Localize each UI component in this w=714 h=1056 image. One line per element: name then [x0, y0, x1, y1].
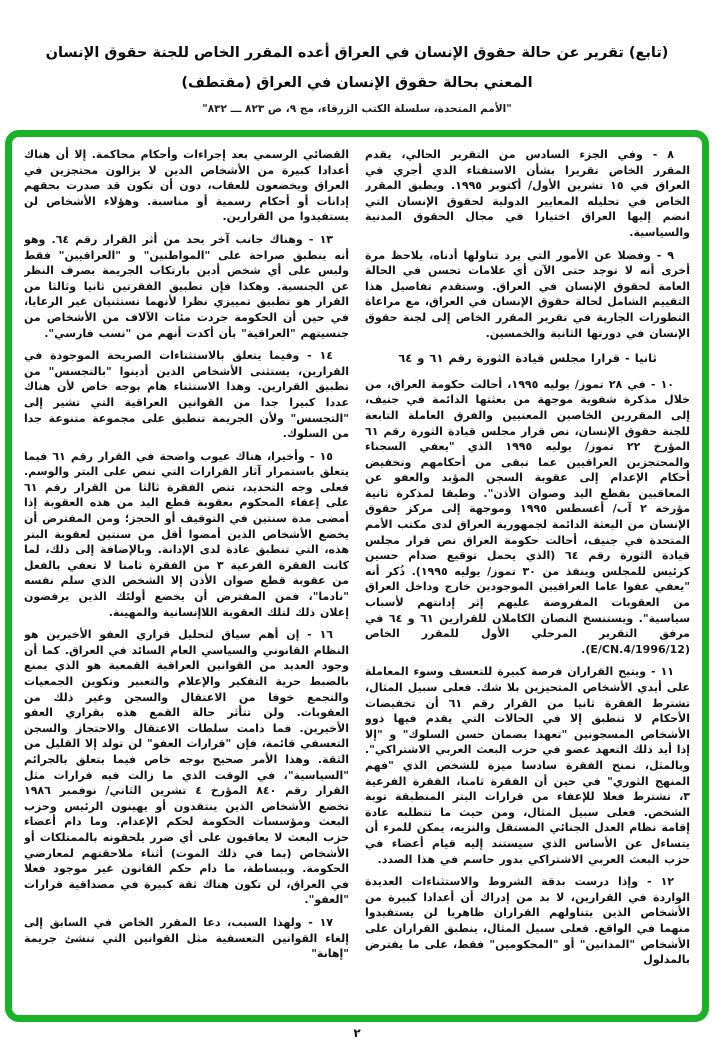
document-source-citation: "الأمم المتحدة، سلسلة الكتب الزرقاء، مج ٩، ص ٨٢٣ ـــ ٨٣٢" — [202, 103, 512, 115]
paragraph-15: ١٥ - وأخيرا، هناك عيوب واضحة في القرار رقم ٦١ فيما يتعلق باستمرار آثار القرارات التي تنص على البتر والوسم. فعلى وجه التحديد، تنص الفقرة ثالثا من القرار رقم ٦١ على إعفاء المحكوم بعقوبة قطع اليد من هذه العقوبة إذا أمضى مدة سنتين في التوقيف أو الحجز؛ ومن المفترض أن يخضع الأشخاص الذين أمضوا أقل من سنتين لعقوبة البتر هذه، التي تنطبق عادة لدى الإدانة. وبالإضافة إلى ذلك، لما كانت الفقرة الفرعية ٣ من الفقرة ثامنا لا تعفي بالفعل من عقوبة قطع صوان الأذن إلا الشخص الذي سلم نفسه "نادما"، فمن المفترض أن يخضع أولئك الذين يرفضون إعلان ذلك لتلك العقوبة اللاإنسانية والمهينة. — [24, 449, 349, 619]
document-title-line-1: (تابع) تقرير عن حالة حقوق الإنسان في العراق أعده المقرر الخاص للجنة حقوق الإنسان — [45, 45, 669, 61]
paragraph-10: ١٠ - في ٢٨ تموز/ يوليه ١٩٩٥، أحالت حكومة العراق، من خلال مذكرة شفوية موجهة من بعثتها الدائمة في جنيف، إلى المقررين الخاصين المعنيين والفرق العاملة التابعة للجنة حقوق الإنسان، نص قرار مجلس قيادة الثورة رقم ٦١ المؤرخ ٢٢ تموز/ يوليه ١٩٩٥ الذي "يعفي السجناء والمحتجزين العراقيين عما تبقى من أحكامهم وتخفيض أحكام الإعدام إلى عقوبة السجن المؤبد والعفو عن المعاقبين بقطع اليد وصوان الأذن". وطبقا لمذكرة ثانية مؤرخة ٢ آب/ أغسطس ١٩٩٥ وموجهة إلى مركز حقوق الإنسان من البعثة الدائمة لجمهورية العراق لدى مكتب الأمم المتحدة في جنيف، أحالت حكومة العراق نص قرار مجلس قيادة الثورة رقم ٦٤ (الذي يحمل توقيع صدام حسين كرئيس للمجلس وينفذ من ٣٠ تموز/ يوليه ١٩٩٥). ذُكر أنه "يعفي عفوا عاما العراقيين الموجودين خارج وداخل العراق من العقوبات المفروضة عليهم إثر إدانتهم لأسباب سياسية". ويستنسخ النصان الكاملان للقرارين ٦١ و ٦٤ في مرفق التقرير المرحلي الأول للمقرر الخاص (E/CN.4/1996/12). — [365, 377, 690, 656]
paragraph-11: ١١ - ويتيح القراران فرصة كبيرة للتعسف وسوء المعاملة على أيدي الأشخاص المتحيزين بلا شك. فعلى سبيل المثال، تشترط الفقرة ثانيا من القرار رقم ٦١ أن تخفيضات الأحكام لا تنطبق إلا في الحالات التي يقدم فيها ذوو الأشخاص المسجونين "تعهدا بضمان حسن السلوك" و "إلا إذا أيد ذلك التعهد عضو في حزب البعث العربي الاشتراكي". وبالمثل، تمنح الفقرة سادسا ميزة للشخص الذي "فهم المنهج الثوري" في حين أن الفقرة ثامنا، الفقرة الفرعية ٣، تشترط فعلا للإعفاء من قرارات البتر المنطبقة توبة الشخص. فعلى سبيل المثال، ومن حيث ما تتطلبه عادة إقامة نظام العدل الجنائي المستقل والنزيه، يمكن للمرء أن يتساءل عن الأساس الذي سيستند إليه قيام أعضاء في حزب البعث العربي الاشتراكي بدور حاسم في هذا الصدد. — [365, 665, 690, 866]
section-heading-decrees-61-64: ثانيا - قرارا مجلس قيادة الثورة رقم ٦١ و ٦٤ — [398, 351, 657, 366]
paragraph-12: ١٢ - وإذا درست بدقة الشروط والاستثناءات العديدة الواردة في القرارين، لا بد من إدراك أن أعدادا كبيرة من الأشخاص الذين يتناولهم القراران ظاهريا لن يستفيدوا منهما في الواقع. فعلى سبيل المثال، ينطبق القراران على الأشخاص "المدانين" أو "المحكومين" فقط، على ما يفترض بالمدلول — [365, 875, 690, 967]
paragraph-17: ١٧ - ولهذا السبب، دعا المقرر الخاص في السابق إلى إلغاء القوانين التعسفية مثل القوانين التي تنشئ جريمة "إهانة" — [24, 915, 349, 961]
document-header — [0, 38, 714, 120]
two-column-text-layout — [12, 137, 702, 1015]
paragraph-16: ١٦ - إن أهم سياق لتحليل قراري العفو الأخيرين هو النظام القانوني والسياسي العام السائد في العراق. كما أن وجود العديد من القوانين العراقية القمعية هو الذي يمنع بالضبط حرية التفكير والإعلام والتعبير وتكوين الجمعيات والتجمع خوفا من الاعتقال والسجن وغير ذلك من العقوبات. ولن تتأثر حالة القمع هذه بقراري العفو الأخيرين. فما دامت سلطات الاعتقال والاحتجاز والسجن التعسفي قائمة، فإن "قرارات العفو" لن تولد إلا القليل من الثقة. وهذا الأمر صحيح بوجه خاص فيما يتعلق بالجرائم "السياسية"، في الوقت الذي ما زالت فيه قرارات مثل القرار رقم ٨٤٠ المؤرخ ٤ تشرين الثاني/ نوفمبر ١٩٨٦ تخضع الأشخاص الذين ينتقدون أو يهينون الرئيس وحزب البعث ومؤسسات الحكومة لحكم الإعدام. وما دام أعضاء حزب البعث لا يعاقبون على أي ضرر يلحقونه بالممتلكات أو الأشخاص (بما في ذلك الموت) أثناء ملاحقتهم لمعارضي الحكومة. وببساطة، ما دام حكم القانون غير موجود فعلا في العراق، لن تكون هناك ثقة كبيرة في مصداقية قرارات "العفو". — [24, 628, 349, 907]
page-number: ٢ — [353, 1026, 361, 1040]
document-title-line-2: المعني بحالة حقوق الإنسان في العراق (مقتطف) — [181, 75, 533, 91]
text-column-left — [24, 147, 349, 1007]
paragraph-8: ٨ - وفي الجزء السادس من التقرير الحالي، يقدم المقرر الخاص تقريرا بشأن الاستفتاء الذي أجري في العراق في ١٥ تشرين الأول/ أكتوبر ١٩٩٥. ويطبق المقرر الخاص في تحليله المعايير الدولية لحقوق الإنسان التي انضم إليها العراق اختيارا في مجال الحقوق المدنية والسياسية. — [365, 148, 690, 239]
paragraph-14: ١٤ - وفيما يتعلق بالاستثناءات الصريحة الموجودة في القرارين، يستثنى الأشخاص الذين أدينوا "بالتجسس" من تطبيق القرارين. وهذا الاستثناء هام بوجه خاص لأن هناك عددا كبيرا جدا من القوانين العراقية التي تشير إلى "التجسس" ولأن الجريمة تنطبق على مجموعة متنوعة جدا من السلوك. — [24, 349, 349, 441]
content-border-frame — [5, 130, 709, 1022]
paragraph-12-continuation: القضائي الرسمي بعد إجراءات وأحكام محاكمة. إلا أن هناك أعدادا كبيرة من الأشخاص الذين لا يزالون محتجزين في العراق ويخضعون للعقاب، دون أن تكون قد صدرت بحقهم إدانات أو أحكام رسمية أو مناسبة. وهؤلاء الأشخاص لن يستفيدوا من القرارين. — [24, 148, 349, 224]
text-column-right — [365, 147, 690, 1007]
paragraph-13: ١٣ - وهناك جانب آخر يحد من أثر القرار رقم ٦٤. وهو أنه ينطبق صراحة على "المواطنين" و "العراقيين" فقط وليس على أي شخص أدين بارتكاب الجريمة بصرف النظر عن الجنسية. وهكذا فإن تطبيق الفقرتين ثانيا وثالثا من القرار هو تطبيق تمييزي نظرا لأنهما تستثنيان غير الرعايا، في حين أن الحكومة جردت مئات الآلاف من الأشخاص من جنسيتهم "العراقية" بأن أكدت أنهم من "نسب فارسي". — [24, 232, 349, 340]
paragraph-9: ٩ - وفضلا عن الأمور التي يرد تناولها أدناه، يلاحظ مرة أخرى أنه لا توجد حتى الآن أي علامات تحسن في الحالة العامة لحقوق الإنسان في العراق. وستقدم تفاصيل هذا التقييم الشامل لحالة حقوق الإنسان في العراق، مع مراعاة التطورات الجارية في تقرير المقرر الخاص إلى لجنة حقوق الإنسان في دورتها الثانية والخمسين. — [365, 248, 690, 340]
